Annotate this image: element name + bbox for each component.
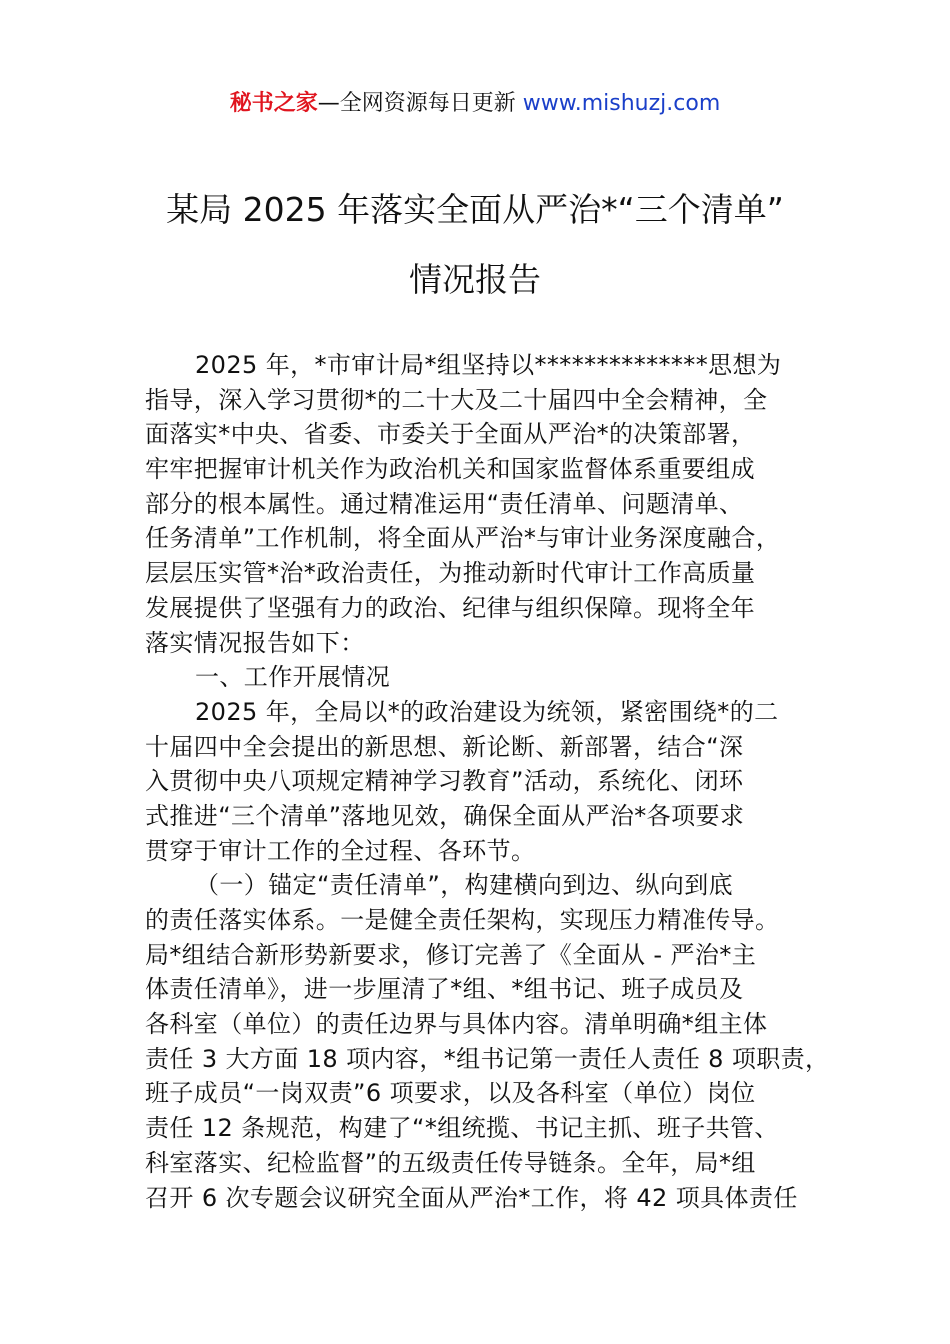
brand-name: 秘书之家 — [229, 91, 318, 116]
text-line: 班子成员“一岗双责”6 项要求，以及各科室（单位）岗位 — [145, 1079, 756, 1108]
text-line: 2025 年，全局以*的政治建设为统领，紧密围绕*的二 — [195, 697, 779, 726]
document-title-line-1: 某局 2025 年落实全面从严治*“三个清单” — [166, 190, 784, 229]
site-url-link[interactable]: www.mishuzj.com — [522, 91, 721, 116]
text-line: （一）锚定“责任清单”，构建横向到边、纵向到底 — [195, 871, 734, 900]
text-line: 的责任落实体系。一是健全责任架构，实现压力精准传导。 — [145, 906, 780, 934]
paragraph — [145, 348, 845, 660]
text-line: 各科室（单位）的责任边界与具体内容。清单明确*组主体 — [145, 1010, 768, 1039]
text-line: 局*组结合新形势新要求，修订完善了《全面从 - 严治*主 — [145, 940, 757, 969]
text-line: 一、工作开展情况 — [195, 663, 391, 692]
text-line: 体责任清单》，进一步厘清了*组、*组书记、班子成员及 — [145, 975, 744, 1004]
text-line: 2025 年，*市审计局*组坚持以**************思想为 — [195, 351, 782, 379]
text-line: 召开 6 次专题会议研究全面从严治*工作，将 42 项具体责任 — [145, 1183, 798, 1212]
text-line: 落实情况报告如下： — [145, 628, 365, 657]
text-line: 科室落实、纪检监督”的五级责任传导链条。全年，局*组 — [145, 1148, 756, 1177]
text-line: 贯穿于审计工作的全过程、各环节。 — [145, 836, 536, 865]
paragraph — [145, 695, 845, 868]
text-line: 面落实*中央、省委、市委关于全面从严治*的决策部署， — [145, 420, 756, 449]
paragraph — [145, 660, 845, 695]
text-line: 责任 12 条规范，构建了“*组统揽、书记主抓、班子共管、 — [145, 1114, 779, 1143]
text-line: 部分的根本属性。通过精准运用“责任清单、问题清单、 — [145, 489, 744, 518]
text-line: 式推进“三个清单”落地见效，确保全面从严治*各项要求 — [145, 801, 745, 830]
document-title-line-2: 情况报告 — [409, 260, 541, 299]
document-body — [145, 348, 845, 1215]
text-line: 责任 3 大方面 18 项内容，*组书记第一责任人责任 8 项职责， — [145, 1044, 830, 1073]
text-line: 任务清单”工作机制，将全面从严治*与审计业务深度融合， — [145, 524, 781, 553]
text-line: 层层压实管*治*政治责任，为推动新时代审计工作高质量 — [145, 559, 756, 588]
text-line: 入贯彻中央八项规定精神学习教育”活动，系统化、闭环 — [145, 767, 744, 796]
text-line: 指导，深入学习贯彻*的二十大及二十届四中全会精神，全 — [145, 385, 768, 414]
header-slogan: —全网资源每日更新 — [317, 91, 523, 116]
text-line: 十届四中全会提出的新思想、新论断、新部署，结合“深 — [145, 732, 744, 761]
paragraph — [145, 868, 845, 1215]
text-line: 发展提供了坚强有力的政治、纪律与组织保障。现将全年 — [145, 593, 755, 622]
text-line: 牢牢把握审计机关作为政治机关和国家监督体系重要组成 — [145, 455, 755, 484]
site-header — [0, 88, 950, 120]
